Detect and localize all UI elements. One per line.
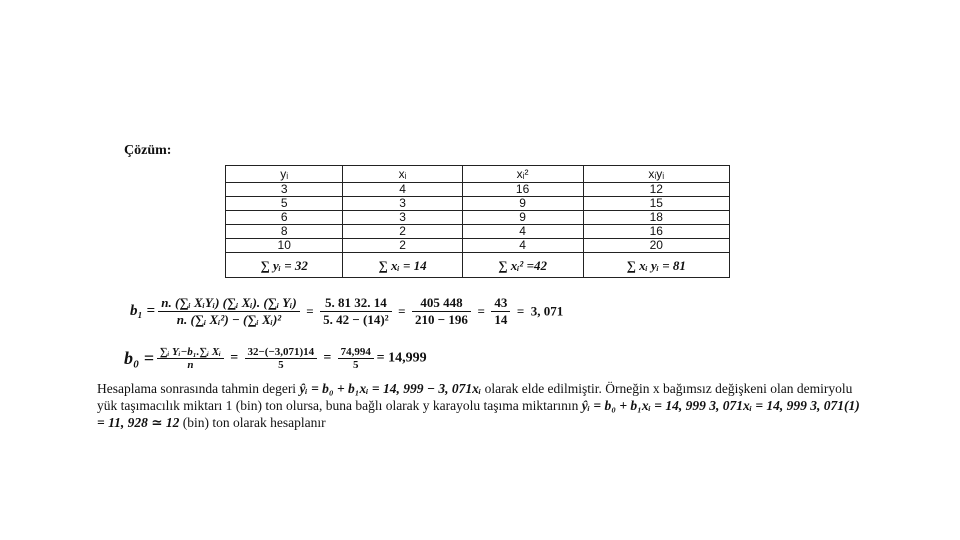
b1-equation	[130, 295, 563, 328]
example-calculation: ŷᵢ = b₀ + b₁xᵢ = 14, 999 3, 071xᵢ = 14, 999 3, 071(1) = 11, 928 ≃ 12	[97, 398, 860, 430]
b1-step1-fraction	[320, 295, 391, 328]
solution-heading: Çözüm:	[124, 143, 172, 158]
paragraph-text-1: Hesaplama sonrasında tahmin degeri	[97, 381, 300, 396]
header-xy: xᵢyᵢ	[583, 166, 730, 183]
b1-formula-numerator: n. (∑ᵢ XᵢYᵢ) (∑ᵢ Xᵢ). (∑ᵢ Yᵢ)	[158, 295, 299, 312]
sum-x: ∑ xᵢ = 14	[343, 253, 462, 278]
b1-result: 3, 071	[530, 303, 564, 319]
header-x-squared: xᵢ²	[462, 166, 583, 183]
equals-sign: =	[513, 303, 528, 319]
b0-formula-numerator: ∑ᵢ Yᵢ−b₁.∑ᵢ Xᵢ	[157, 346, 224, 359]
table-cell: 18	[583, 211, 730, 225]
table-cell: 16	[462, 183, 583, 197]
b1-step2-fraction	[412, 295, 471, 328]
table-cell: 8	[226, 225, 343, 239]
table-cell: 16	[583, 225, 730, 239]
table-cell: 3	[343, 211, 462, 225]
equals-sign: =	[319, 350, 335, 366]
table-row	[226, 211, 730, 225]
sum-y: ∑ yᵢ = 32	[226, 253, 343, 278]
table-cell: 2	[343, 239, 462, 253]
table-cell: 15	[583, 197, 730, 211]
header-x: xᵢ	[343, 166, 462, 183]
paragraph-text-3: (bin) ton olarak hesaplanır	[179, 415, 326, 430]
table-cell: 3	[226, 183, 343, 197]
b0-step2-numerator: 74,994	[338, 346, 374, 359]
b1-lhs: b₁ =	[130, 303, 156, 319]
table-cell: 3	[343, 197, 462, 211]
table-cell: 2	[343, 225, 462, 239]
b0-step2-denominator: 5	[353, 359, 359, 371]
estimation-equation: ŷᵢ = b₀ + b₁xᵢ = 14, 999 − 3, 071xᵢ	[299, 381, 482, 396]
table-cell: 10	[226, 239, 343, 253]
table-cell: 20	[583, 239, 730, 253]
b1-step3-fraction	[491, 295, 510, 328]
sum-xy: ∑ xᵢ yᵢ = 81	[583, 253, 730, 278]
explanation-paragraph	[97, 380, 867, 431]
table-row	[226, 239, 730, 253]
table-cell: 4	[462, 225, 583, 239]
b0-step1-numerator: 32−(−3,071)14	[245, 346, 318, 359]
equals-sign: =	[226, 350, 242, 366]
table-cell: 12	[583, 183, 730, 197]
table-cell: 4	[343, 183, 462, 197]
table-cell: 9	[462, 197, 583, 211]
sum-x-squared: ∑ xᵢ² =42	[462, 253, 583, 278]
paragraph-text-2: olarak elde edilmiştir. Örneğin x bağımsız değişkeni olan demiryolu yük taşımacılık miktarı 1 (bin) ton olursa, buna bağlı olarak y karayolu taşıma miktarının	[97, 381, 853, 413]
table-cell: 6	[226, 211, 343, 225]
equals-sign: =	[394, 303, 409, 319]
table-header-row	[226, 166, 730, 183]
b0-step1-denominator: 5	[278, 359, 284, 371]
data-table	[225, 165, 730, 278]
b0-formula-denominator: n	[187, 359, 194, 371]
b0-step2-fraction	[338, 346, 374, 371]
table-cell: 9	[462, 211, 583, 225]
b1-step3-numerator: 43	[491, 295, 510, 312]
b1-step3-denominator: 14	[494, 312, 508, 327]
table-row	[226, 183, 730, 197]
b1-step2-denominator: 210 − 196	[415, 312, 468, 327]
b0-step1-fraction	[245, 346, 318, 371]
table-row	[226, 225, 730, 239]
b1-formula-denominator: n. (∑ᵢ Xᵢ²) − (∑ᵢ Xᵢ)²	[176, 312, 282, 327]
table-sum-row	[226, 253, 730, 278]
table-cell: 5	[226, 197, 343, 211]
header-y: yᵢ	[226, 166, 343, 183]
equals-sign: =	[302, 303, 317, 319]
equals-sign: =	[474, 303, 489, 319]
b0-formula-fraction	[157, 346, 224, 371]
table-cell: 4	[462, 239, 583, 253]
table-row	[226, 197, 730, 211]
b0-result: = 14,999	[376, 350, 427, 366]
b0-lhs: b₀ =	[124, 348, 155, 368]
b0-equation	[124, 346, 427, 371]
b1-step1-numerator: 5. 81 32. 14	[320, 295, 391, 312]
b1-formula-fraction	[158, 295, 299, 328]
b1-step2-numerator: 405 448	[412, 295, 471, 312]
b1-step1-denominator: 5. 42 − (14)²	[323, 312, 389, 327]
